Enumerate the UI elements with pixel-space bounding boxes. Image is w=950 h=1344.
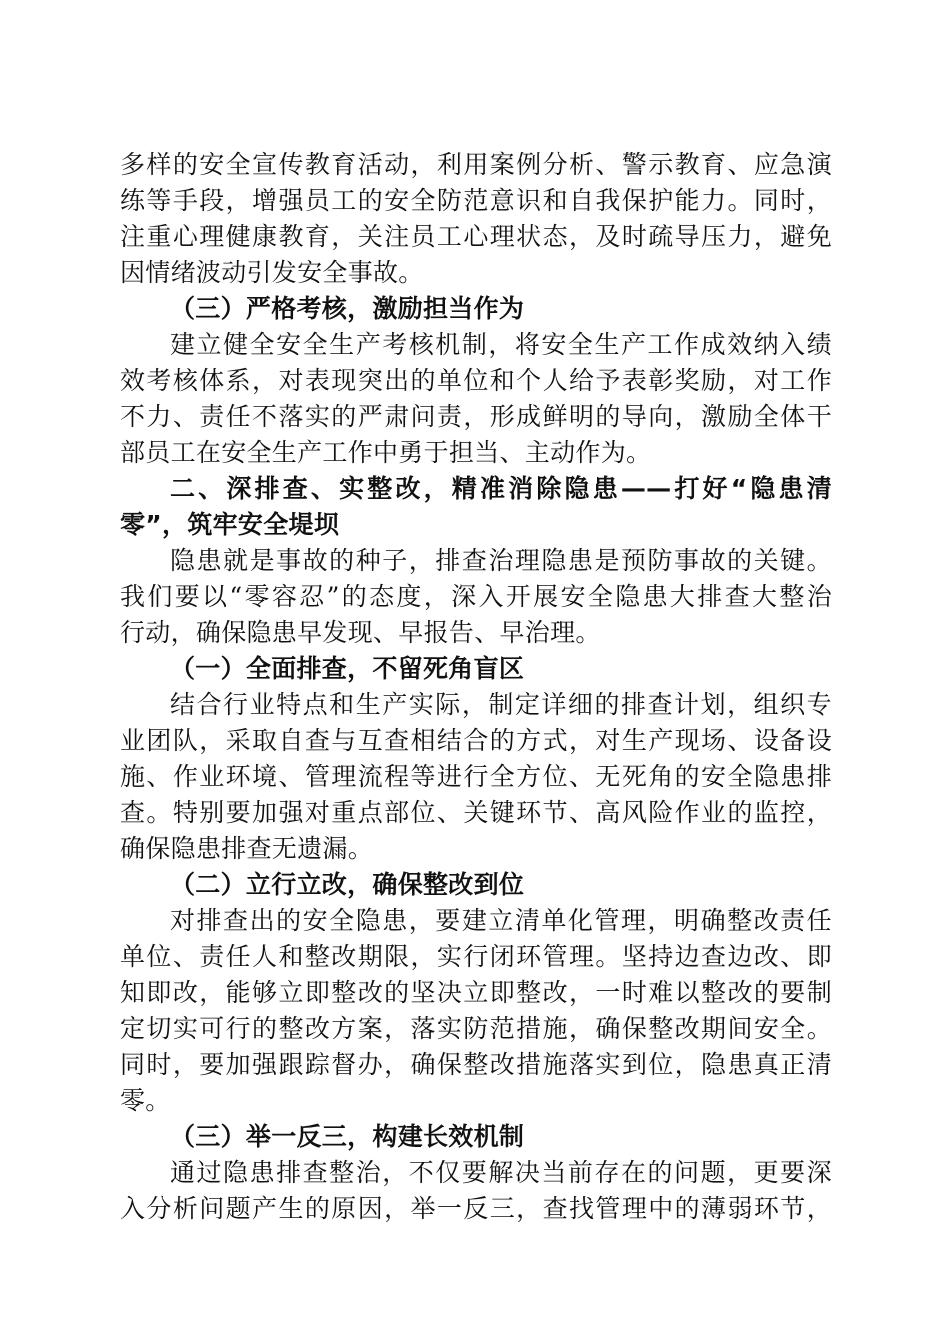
paragraph-line: 对排查出的安全隐患，要建立清单化管理，明确整改责任 <box>170 906 832 935</box>
paragraph-line: 施、作业环境、管理流程等进行全方位、无死角的安全隐患排 <box>120 762 832 791</box>
paragraph-line: 通过隐患排查整治，不仅要解决当前存在的问题，更要深 <box>170 1158 832 1187</box>
paragraph-line: 行动，确保隐患早发现、早报告、早治理。 <box>120 618 601 647</box>
section-heading: （三）严格考核，激励担当作为 <box>170 294 525 323</box>
paragraph-line: 不力、责任不落实的严肃问责，形成鲜明的导向，激励全体干 <box>120 402 832 431</box>
paragraph-line: 零。 <box>120 1086 171 1115</box>
paragraph-line: 部员工在安全生产工作中勇于担当、主动作为。 <box>120 438 652 467</box>
paragraph-line: 效考核体系，对表现突出的单位和个人给予表彰奖励，对工作 <box>120 366 832 395</box>
paragraph-line: 隐患就是事故的种子，排查治理隐患是预防事故的关键。 <box>170 546 832 575</box>
paragraph-line: 同时，要加强跟踪督办，确保整改措施落实到位，隐患真正清 <box>120 1050 832 1079</box>
section-heading: （三）举一反三，构建长效机制 <box>170 1122 525 1151</box>
paragraph-line: 确保隐患排查无遗漏。 <box>120 834 374 863</box>
paragraph-line: 注重心理健康教育，关注员工心理状态，及时疏导压力，避免 <box>120 222 832 251</box>
chapter-heading: 零”，筑牢安全堤坝 <box>120 510 340 539</box>
paragraph-line: 定切实可行的整改方案，落实防范措施，确保整改期间安全。 <box>120 1014 832 1043</box>
paragraph-line: 建立健全安全生产考核机制，将安全生产工作成效纳入绩 <box>170 330 832 359</box>
paragraph-line: 入分析问题产生的原因，举一反三，查找管理中的薄弱环节， <box>120 1194 832 1223</box>
paragraph-line: 查。特别要加强对重点部位、关键环节、高风险作业的监控， <box>120 798 832 827</box>
paragraph-line: 因情绪波动引发安全事故。 <box>120 258 424 287</box>
section-heading: （一）全面排查，不留死角盲区 <box>170 654 525 683</box>
chapter-heading: 二、深排查、实整改，精准消除隐患——打好“隐患清 <box>170 474 832 503</box>
paragraph-line: 我们要以“零容忍”的态度，深入开展安全隐患大排查大整治 <box>120 582 832 611</box>
paragraph-line: 结合行业特点和生产实际，制定详细的排查计划，组织专 <box>170 690 832 719</box>
document-body <box>120 147 832 1227</box>
paragraph-line: 练等手段，增强员工的安全防范意识和自我保护能力。同时， <box>120 186 832 215</box>
section-heading: （二）立行立改，确保整改到位 <box>170 870 525 899</box>
paragraph-line: 多样的安全宣传教育活动，利用案例分析、警示教育、应急演 <box>120 150 832 179</box>
paragraph-line: 业团队，采取自查与互查相结合的方式，对生产现场、设备设 <box>120 726 832 755</box>
paragraph-line: 知即改，能够立即整改的坚决立即整改，一时难以整改的要制 <box>120 978 832 1007</box>
paragraph-line: 单位、责任人和整改期限，实行闭环管理。坚持边查边改、即 <box>120 942 832 971</box>
